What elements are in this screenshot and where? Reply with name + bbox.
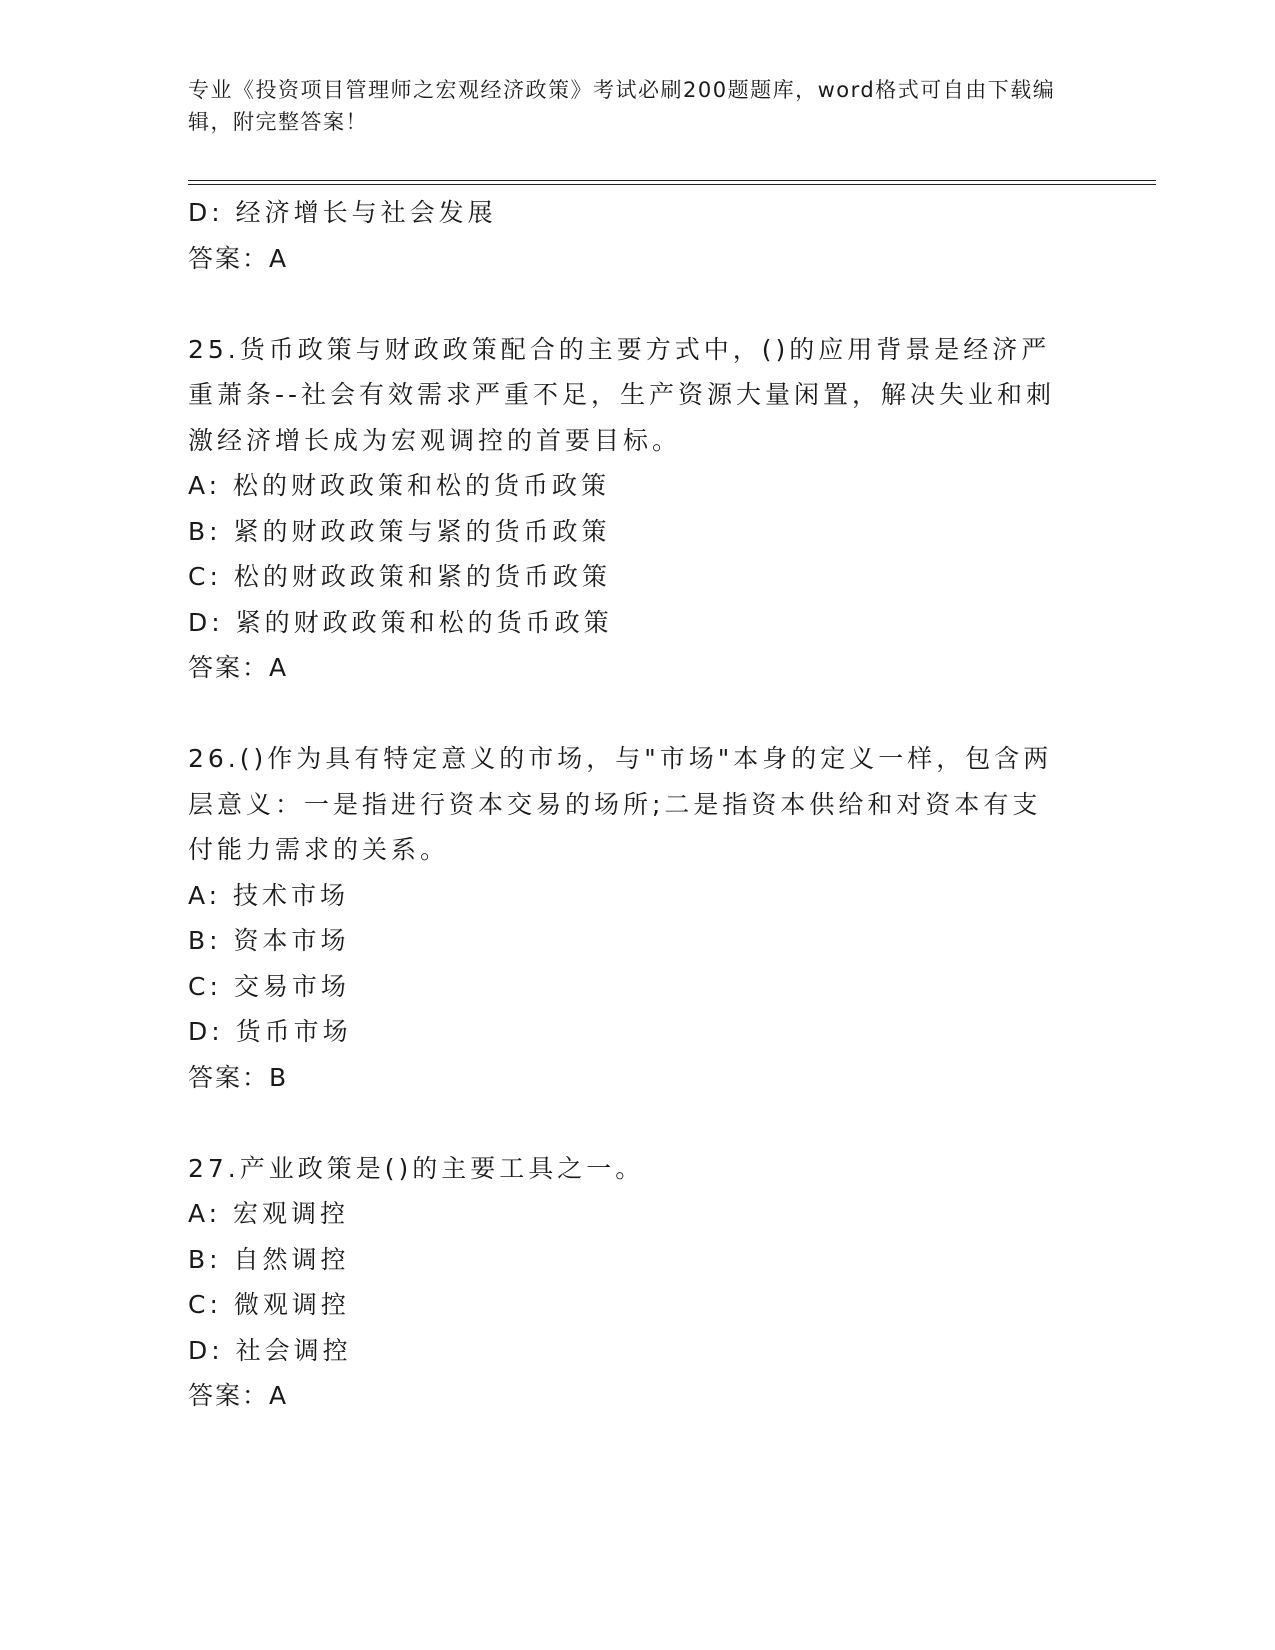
- option-c: C: 微观调控: [188, 1290, 350, 1319]
- spacer: [188, 1100, 1088, 1146]
- spacer: [188, 281, 1088, 327]
- answer-line: [188, 236, 1088, 282]
- spacer: [188, 691, 1088, 737]
- answer-line: [188, 645, 1088, 691]
- question-stem: 27.产业政策是()的主要工具之一。: [188, 1153, 645, 1183]
- answer-value: A: [269, 653, 289, 682]
- header-divider: [188, 180, 1156, 185]
- option-b: B: 自然调控: [188, 1244, 350, 1274]
- answer-line: [188, 1373, 1088, 1419]
- option-b: B: 资本市场: [188, 926, 350, 955]
- answer-label: 答案：: [188, 1062, 270, 1092]
- answer-value: A: [269, 1381, 289, 1410]
- option-c: C: 松的财政政策和紧的货币政策: [188, 562, 611, 591]
- answer-label: 答案：: [188, 1381, 270, 1410]
- answer-label: 答案：: [188, 243, 270, 273]
- answer-label: 答案：: [188, 653, 270, 682]
- document-header: 专业《投资项目管理师之宏观经济政策》考试必刷200题题库，word格式可自由下载编辑，附完整答案！: [188, 78, 1056, 134]
- option-d: D: 经济增长与社会发展: [188, 198, 497, 227]
- option-d: D: 货币市场: [188, 1017, 352, 1046]
- question-25: [188, 327, 1088, 691]
- option-d: D: 紧的财政政策和松的货币政策: [188, 607, 613, 637]
- answer-value: A: [269, 243, 289, 273]
- option-c: C: 交易市场: [188, 971, 350, 1001]
- option-a: A: 技术市场: [188, 880, 350, 910]
- question-26: [188, 736, 1088, 1100]
- question-stem: 26.()作为具有特定意义的市场，与"市场"本身的定义一样，包含两层意义：一是指进行资本交易的场所;二是指资本供给和对资本有支付能力需求的关系。: [188, 744, 1053, 864]
- answer-line: [188, 1055, 1088, 1101]
- question-stem: 25.货币政策与财政政策配合的主要方式中，()的应用背景是经济严重萧条--社会有效需求严重不足，生产资源大量闲置，解决失业和刺激经济增长成为宏观调控的首要目标。: [188, 334, 1056, 455]
- question-27: [188, 1146, 1088, 1419]
- option-a: A: 松的财政政策和松的货币政策: [188, 471, 611, 500]
- answer-value: B: [269, 1062, 289, 1092]
- document-body: [188, 190, 1088, 1419]
- option-d: D: 社会调控: [188, 1335, 352, 1365]
- option-b: B: 紧的财政政策与紧的货币政策: [188, 516, 611, 546]
- option-a: A: 宏观调控: [188, 1199, 350, 1228]
